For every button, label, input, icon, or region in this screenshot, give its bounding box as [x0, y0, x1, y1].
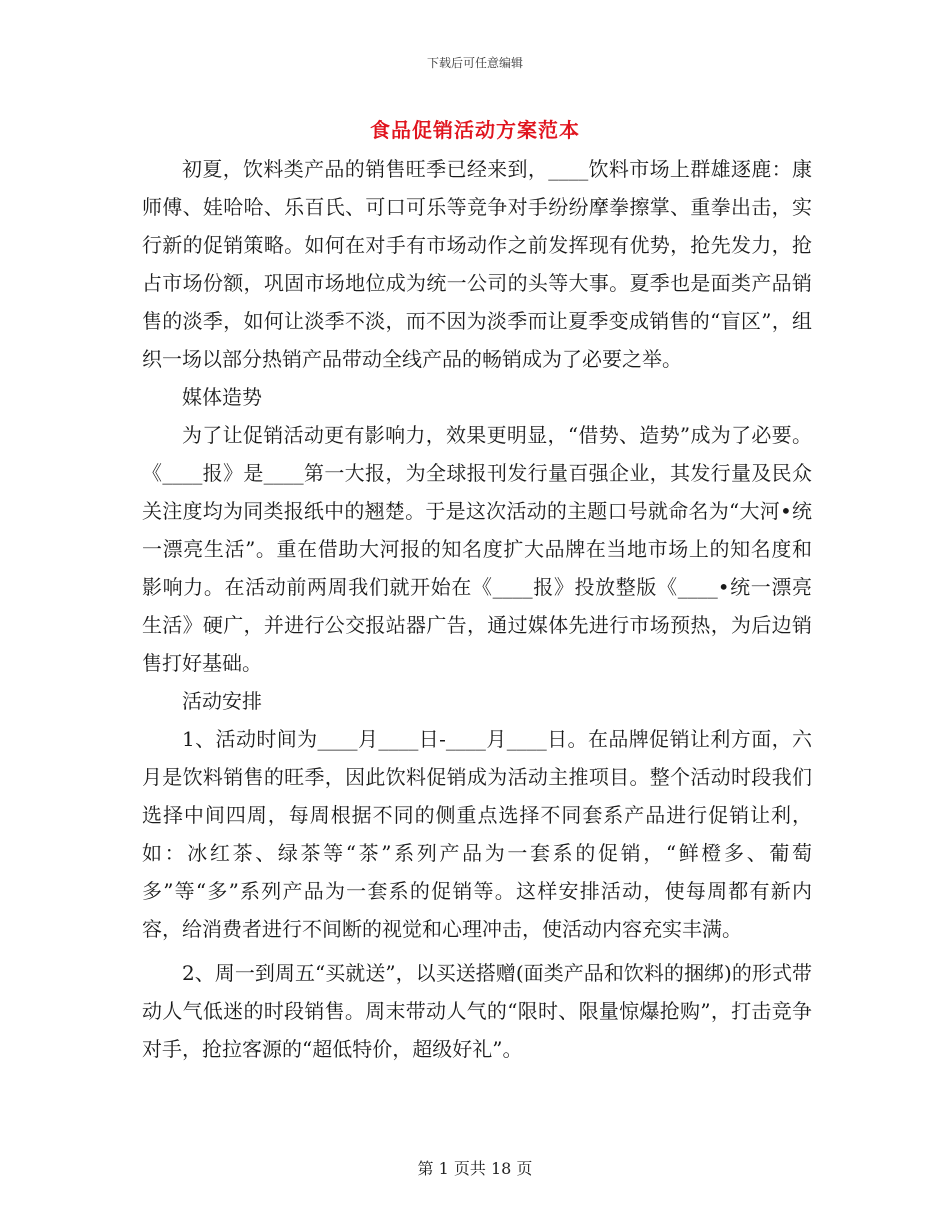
media-paragraph: 为了让促销活动更有影响力，效果更明显，“借势、造势”成为了必要。《____报》是____第一大报，为全球报刊发行量百强企业，其发行量及民众关注度均为同类报纸中的翘楚。于是这次活动的主题口号就命名为“大河•统一漂亮生活”。重在借助大河报的知名度扩大品牌在当地市场上的知名度和影响力。在活动前两周我们就开始在《____报》投放整版《____•统一漂亮生活》硬广，并进行公交报站器广告，通过媒体先进行市场预热，为后边销售打好基础。 — [142, 423, 812, 675]
intro-paragraph: 初夏，饮料类产品的销售旺季已经来到，____饮料市场上群雄逐鹿：康师傅、娃哈哈、乐百氏、可口可乐等竞争对手纷纷摩拳擦掌、重拳出击，实行新的促销策略。如何在对手有市场动作之前发挥现有优势，抢先发力，抢占市场份额，巩固市场地位成为统一公司的头等大事。夏季也是面类产品销售的淡季，如何让淡季不淡，而不因为淡季而让夏季变成销售的“盲区”，组织一场以部分热销产品带动全线产品的畅销成为了必要之举。 — [142, 157, 812, 371]
page-footer-number: 第 1 页共 18 页 — [417, 1159, 533, 1178]
section-heading-activity: 活动安排 — [182, 689, 262, 713]
activity-item-2: 2、周一到周五“买就送”，以买送搭赠(面类产品和饮料的捆绑)的形式带动人气低迷的时段销售。周末带动人气的“限时、限量惊爆抢购”，打击竞争对手，抢拉客源的“超低特价，超级好礼”。 — [142, 961, 812, 1061]
activity-item-1: 1、活动时间为____月____日-____月____日。在品牌促销让利方面，六月是饮料销售的旺季，因此饮料促销成为活动主推项目。整个活动时段我们选择中间四周，每周根据不同的侧重点选择不同套系产品进行促销让利，如：冰红茶、绿茶等“茶”系列产品为一套系的促销，“鲜橙多、葡萄多”等“多”系列产品为一套系的促销等。这样安排活动，使每周都有新内容，给消费者进行不间断的视觉和心理冲击，使活动内容充实丰满。 — [142, 727, 812, 941]
document-body — [142, 150, 812, 1068]
page-header-note: 下载后可任意编辑 — [426, 56, 523, 70]
document-title: 食品促销活动方案范本 — [370, 118, 580, 142]
section-heading-media: 媒体造势 — [182, 385, 262, 409]
